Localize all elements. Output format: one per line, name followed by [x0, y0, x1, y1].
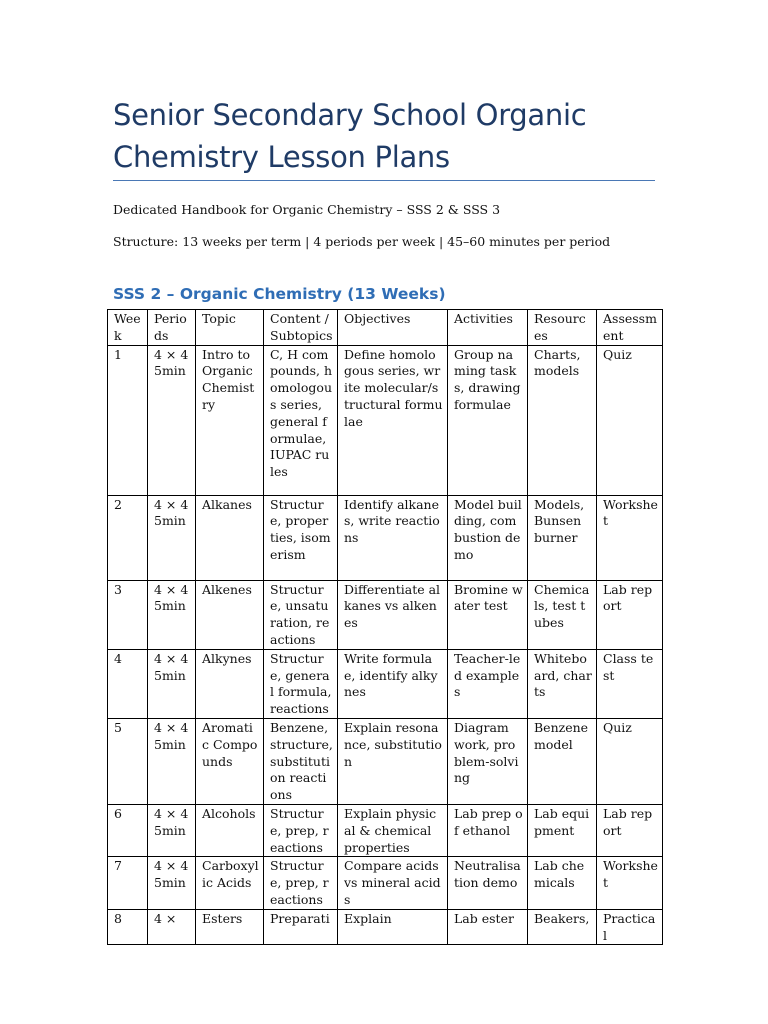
cell-assessment: Lab report	[597, 580, 663, 649]
cell-objectives: Compare acids vs mineral acids	[338, 857, 448, 909]
cell-topic: Alcohols	[196, 804, 264, 856]
header-content: Content / Subtopics	[264, 310, 338, 346]
cell-content: Structure, general formula, reactions	[264, 649, 338, 718]
cell-assessment: Practical	[597, 909, 663, 945]
header-topic: Topic	[196, 310, 264, 346]
cell-week: 6	[108, 804, 148, 856]
cell-week: 8	[108, 909, 148, 945]
header-periods: Periods	[148, 310, 196, 346]
cell-content: Structure, properties, isomerism	[264, 495, 338, 580]
cell-resources: Chemicals, test tubes	[528, 580, 597, 649]
cell-resources: Models, Bunsen burner	[528, 495, 597, 580]
cell-topic: Alkanes	[196, 495, 264, 580]
cell-content: Benzene, structure, substitution reactions	[264, 718, 338, 804]
cell-content: C, H compounds, homologous series, general formulae, IUPAC rules	[264, 345, 338, 495]
cell-activities: Lab ester	[448, 909, 528, 945]
table-row	[108, 909, 663, 945]
cell-periods: 4 × 45min	[148, 857, 196, 909]
cell-objectives: Explain physical & chemical properties	[338, 804, 448, 856]
header-resources: Resources	[528, 310, 597, 346]
cell-activities: Bromine water test	[448, 580, 528, 649]
cell-activities: Model building, combustion demo	[448, 495, 528, 580]
cell-assessment: Quiz	[597, 345, 663, 495]
table-row	[108, 857, 663, 909]
cell-objectives: Explain	[338, 909, 448, 945]
cell-activities: Teacher-led examples	[448, 649, 528, 718]
cell-periods: 4 × 45min	[148, 649, 196, 718]
subtitle-text: Dedicated Handbook for Organic Chemistry – SSS 2 & SSS 3	[113, 202, 501, 217]
header-week: Week	[108, 310, 148, 346]
document-title: Senior Secondary School Organic Chemistry Lesson Plans	[113, 98, 587, 174]
cell-topic: Carboxylic Acids	[196, 857, 264, 909]
structure-text: Structure: 13 weeks per term | 4 periods per week | 45–60 minutes per period	[113, 234, 611, 249]
cell-periods: 4 × 45min	[148, 804, 196, 856]
cell-resources: Lab chemicals	[528, 857, 597, 909]
cell-topic: Esters	[196, 909, 264, 945]
title-underline	[113, 180, 655, 181]
cell-activities: Neutralisation demo	[448, 857, 528, 909]
cell-periods: 4 × 45min	[148, 495, 196, 580]
table-header-row	[108, 310, 663, 346]
cell-content: Structure, unsaturation, reactions	[264, 580, 338, 649]
header-activities: Activities	[448, 310, 528, 346]
cell-topic: Alkynes	[196, 649, 264, 718]
cell-content: Structure, prep, reactions	[264, 804, 338, 856]
table-row	[108, 804, 663, 856]
cell-objectives: Write formulae, identify alkynes	[338, 649, 448, 718]
cell-activities: Group naming tasks, drawing formulae	[448, 345, 528, 495]
cell-resources: Benzene model	[528, 718, 597, 804]
table-row	[108, 495, 663, 580]
cell-periods: 4 ×	[148, 909, 196, 945]
cell-periods: 4 × 45min	[148, 345, 196, 495]
cell-topic: Intro to Organic Chemistry	[196, 345, 264, 495]
cell-topic: Aromatic Compounds	[196, 718, 264, 804]
cell-assessment: Lab report	[597, 804, 663, 856]
lesson-plan-table	[107, 309, 663, 945]
cell-objectives: Differentiate alkanes vs alkenes	[338, 580, 448, 649]
cell-activities: Diagram work, problem-solving	[448, 718, 528, 804]
cell-week: 7	[108, 857, 148, 909]
cell-assessment: Quiz	[597, 718, 663, 804]
cell-periods: 4 × 45min	[148, 718, 196, 804]
cell-resources: Charts, models	[528, 345, 597, 495]
cell-week: 5	[108, 718, 148, 804]
cell-assessment: Workshet	[597, 857, 663, 909]
cell-activities: Lab prep of ethanol	[448, 804, 528, 856]
cell-content: Preparati	[264, 909, 338, 945]
cell-week: 1	[108, 345, 148, 495]
cell-content: Structure, prep, reactions	[264, 857, 338, 909]
cell-assessment: Workshet	[597, 495, 663, 580]
table-row	[108, 649, 663, 718]
header-assessment: Assessment	[597, 310, 663, 346]
cell-resources: Lab equipment	[528, 804, 597, 856]
section-heading: SSS 2 – Organic Chemistry (13 Weeks)	[113, 285, 446, 303]
table-row	[108, 718, 663, 804]
cell-week: 3	[108, 580, 148, 649]
cell-objectives: Explain resonance, substitution	[338, 718, 448, 804]
cell-resources: Beakers,	[528, 909, 597, 945]
cell-assessment: Class test	[597, 649, 663, 718]
table-row	[108, 345, 663, 495]
cell-objectives: Identify alkanes, write reactions	[338, 495, 448, 580]
table-row	[108, 580, 663, 649]
cell-objectives: Define homologous series, write molecular/structural formulae	[338, 345, 448, 495]
cell-periods: 4 × 45min	[148, 580, 196, 649]
cell-week: 2	[108, 495, 148, 580]
cell-resources: Whiteboard, charts	[528, 649, 597, 718]
header-objectives: Objectives	[338, 310, 448, 346]
cell-week: 4	[108, 649, 148, 718]
cell-topic: Alkenes	[196, 580, 264, 649]
